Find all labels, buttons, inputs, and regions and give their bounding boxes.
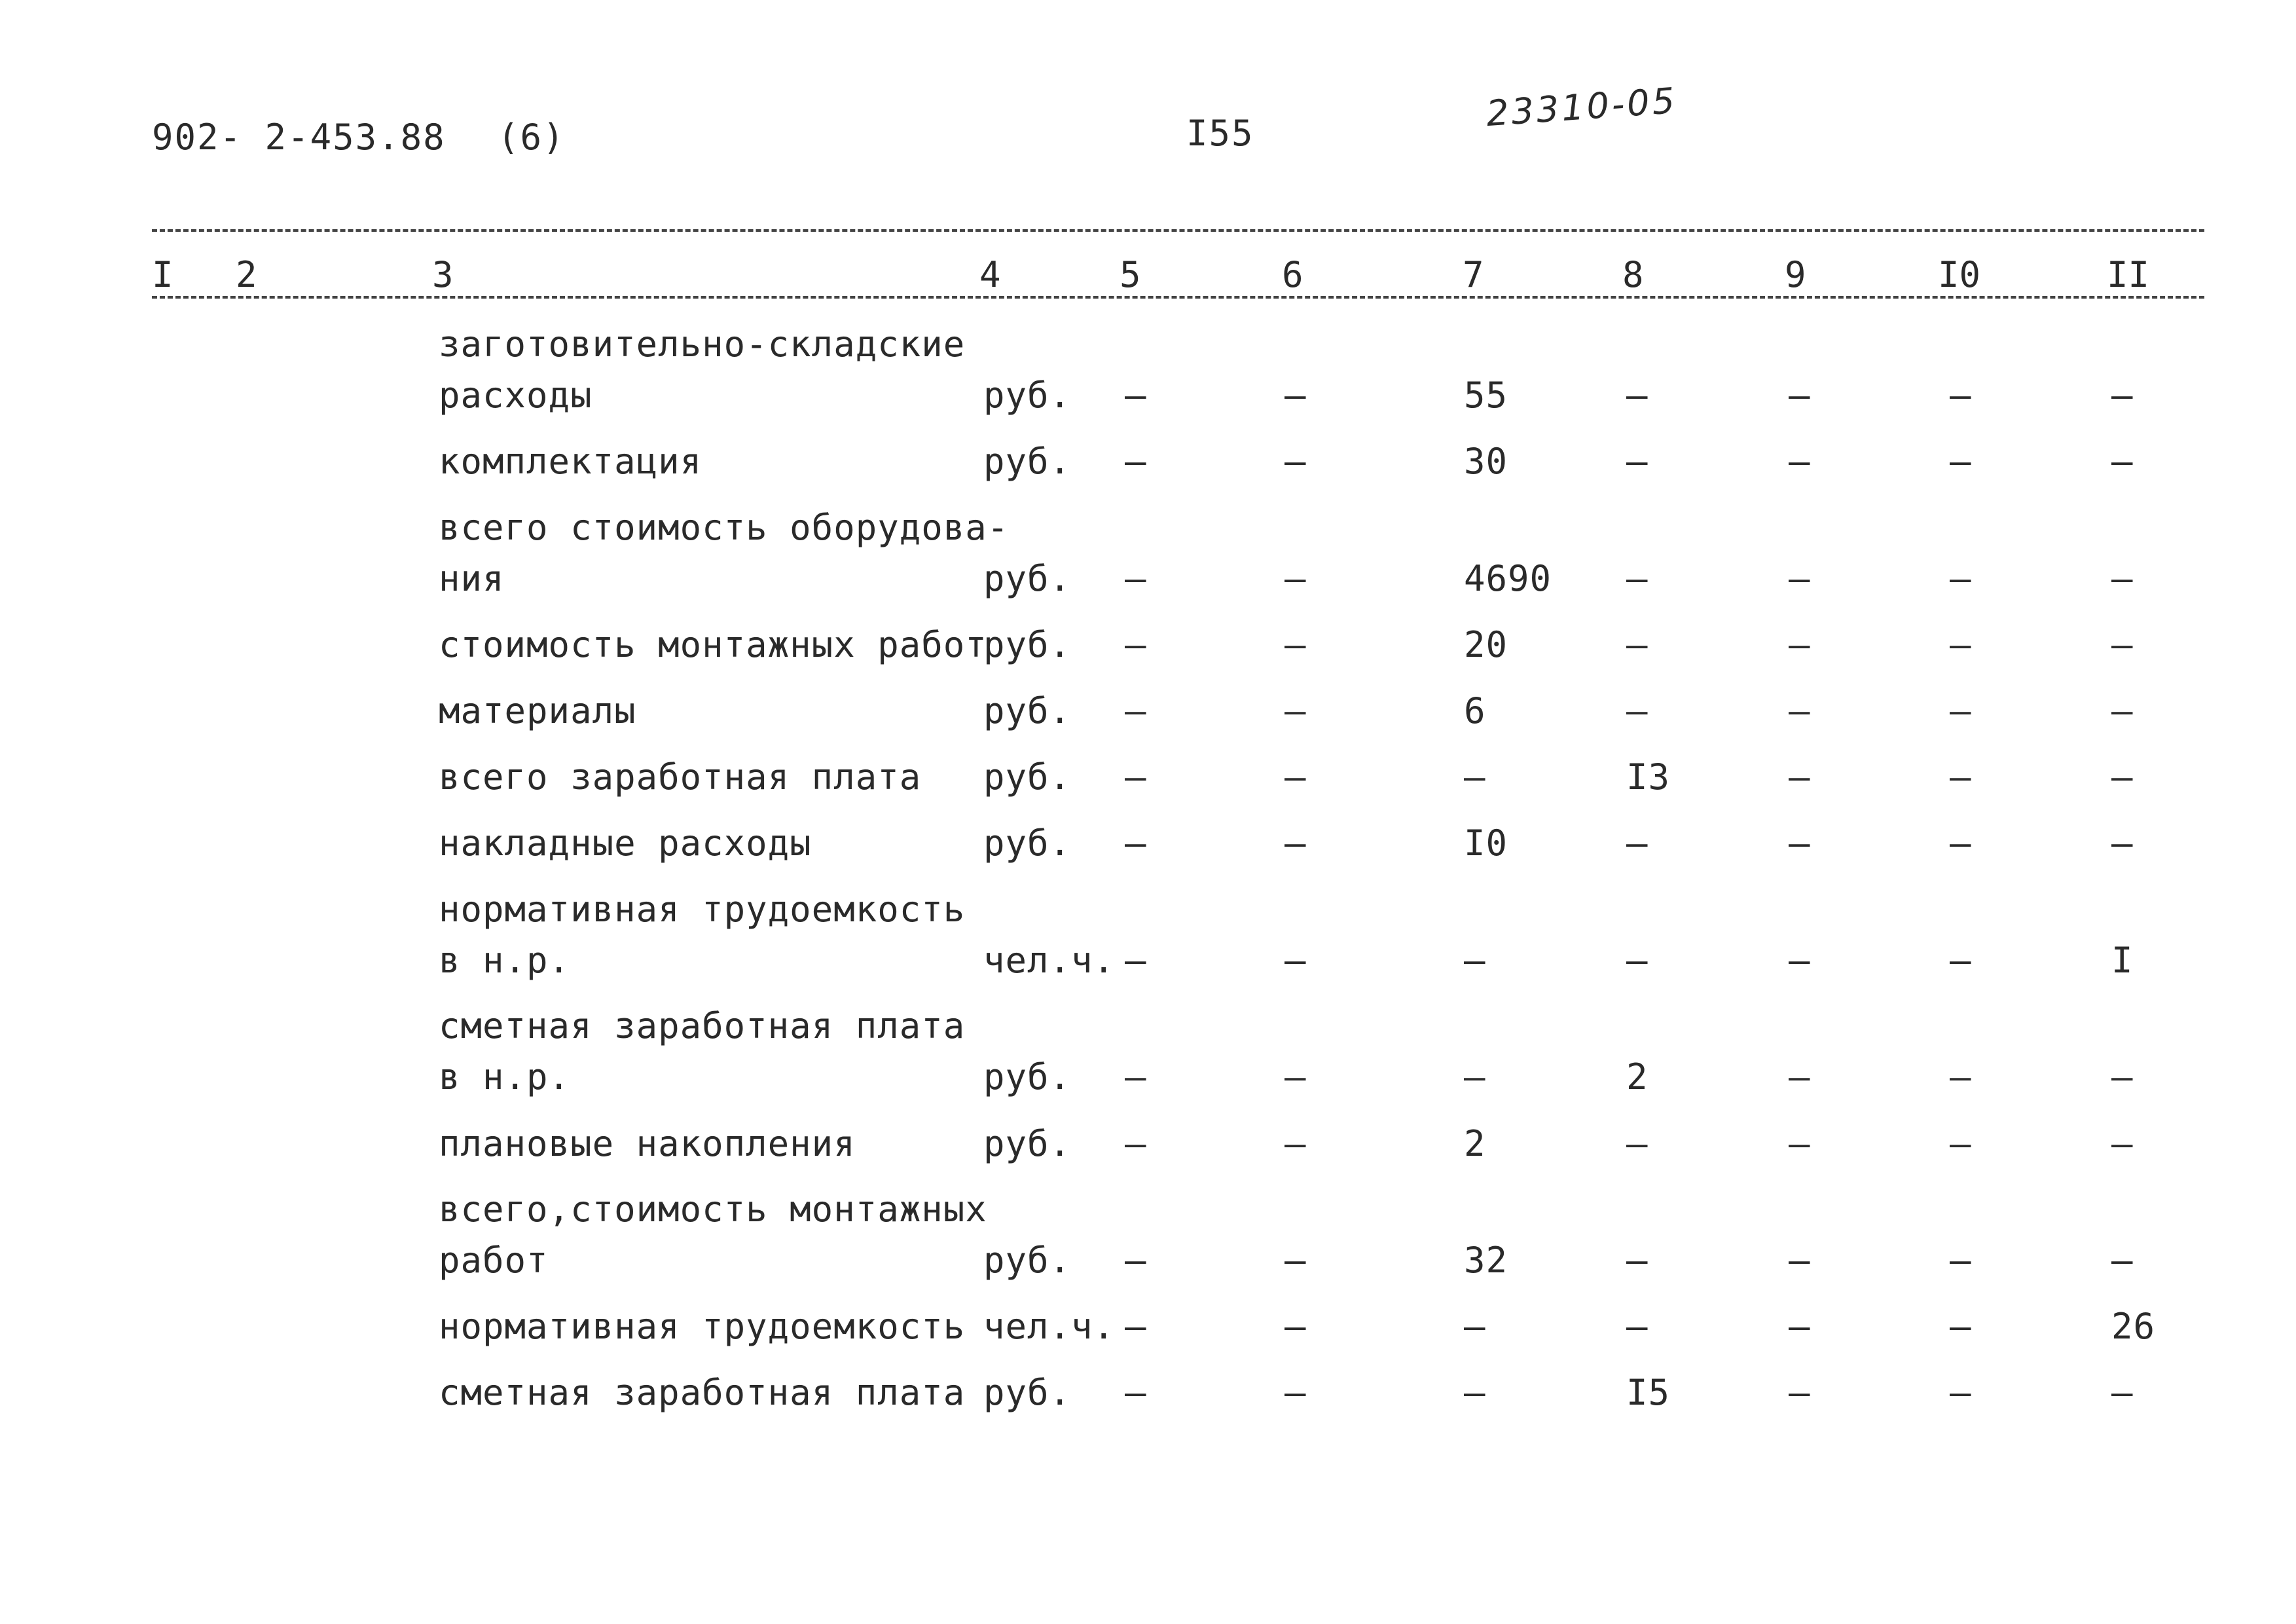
value-cell-c11: – [2111,558,2134,599]
table-row [0,756,2296,822]
value-cell-c5: – [1125,441,1147,482]
value-cell-c5: – [1125,1372,1147,1413]
row-label-line: нормативная трудоемкость [439,1306,966,1347]
unit-cell: руб. [983,1123,1072,1164]
value-cell-c11: 26 [2111,1306,2156,1347]
row-label [439,1005,966,1098]
value-cell-c11: – [2111,756,2134,798]
document-code: 902- 2-453.88 [152,117,446,158]
column-number: 9 [1785,254,1806,295]
value-cell-c10: – [1950,624,1972,665]
value-cell-c10: – [1950,1056,1972,1098]
value-cell-c7: 32 [1464,1240,1508,1281]
table-row [0,889,2296,1005]
value-cell-c7: 4690 [1464,558,1552,599]
unit-cell: руб. [983,558,1072,599]
row-label-line: сметная заработная плата [439,1005,966,1046]
value-cell-c11: – [2111,1056,2134,1098]
value-cell-c10: – [1950,1372,1972,1413]
unit-cell: руб. [983,1056,1072,1098]
value-cell-c8: – [1626,822,1649,864]
table-row [0,507,2296,623]
table-row [0,822,2296,888]
value-cell-c8: – [1626,690,1649,731]
value-cell-c8: I5 [1626,1372,1671,1413]
row-label [439,756,921,798]
column-number: 4 [979,254,1001,295]
value-cell-c9: – [1789,1372,1811,1413]
table-row [0,1123,2296,1189]
unit-cell: руб. [983,1240,1072,1281]
row-label-line: в н.р. [439,1056,571,1098]
unit-cell: чел.ч. [983,1306,1116,1347]
value-cell-c10: – [1950,690,1972,731]
unit-cell: руб. [983,1372,1072,1413]
value-cell-c8: I3 [1626,756,1671,798]
value-cell-c6: – [1285,756,1307,798]
value-cell-c11: – [2111,375,2134,416]
value-cell-c5: – [1125,375,1147,416]
value-cell-c7: – [1464,1372,1486,1413]
row-label [439,323,966,416]
column-number: 6 [1282,254,1303,295]
value-cell-c5: – [1125,756,1147,798]
unit-cell: руб. [983,375,1072,416]
value-cell-c9: – [1789,940,1811,981]
value-cell-c6: – [1285,1372,1307,1413]
value-cell-c8: – [1626,441,1649,482]
value-cell-c7: 2 [1464,1123,1486,1164]
row-label [439,507,1010,599]
value-cell-c9: – [1789,690,1811,731]
row-label-line: расходы [439,375,592,416]
value-cell-c7: I0 [1464,822,1508,864]
unit-cell: руб. [983,822,1072,864]
value-cell-c8: – [1626,1123,1649,1164]
value-cell-c5: – [1125,690,1147,731]
value-cell-c11: I [2111,940,2134,981]
row-label [439,1123,856,1164]
table-row [0,1005,2296,1122]
column-number: I [152,254,173,295]
row-label [439,1372,965,1413]
row-label [439,822,812,864]
value-cell-c5: – [1125,1306,1147,1347]
value-cell-c10: – [1950,940,1972,981]
table-row [0,323,2296,440]
value-cell-c9: – [1789,558,1811,599]
value-cell-c6: – [1285,558,1307,599]
value-cell-c7: – [1464,1056,1486,1098]
value-cell-c5: – [1125,558,1147,599]
value-cell-c5: – [1125,624,1147,665]
row-label-line: стоимость монтажных работ [439,624,987,665]
row-label-line: работ [439,1240,549,1281]
row-label [439,624,987,665]
table-row [0,690,2296,756]
column-number: II [2107,254,2150,295]
value-cell-c6: – [1285,1123,1307,1164]
value-cell-c10: – [1950,756,1972,798]
value-cell-c8: 2 [1626,1056,1649,1098]
value-cell-c6: – [1285,822,1307,864]
value-cell-c9: – [1789,1056,1811,1098]
value-cell-c6: – [1285,375,1307,416]
value-cell-c9: – [1789,822,1811,864]
value-cell-c9: – [1789,441,1811,482]
row-label [439,690,636,731]
value-cell-c9: – [1789,756,1811,798]
table-row [0,1306,2296,1371]
row-label-line: всего заработная плата [439,756,922,798]
top-dashed-rule [152,229,2204,232]
value-cell-c9: – [1789,1306,1811,1347]
table-row [0,1372,2296,1437]
value-cell-c5: – [1125,1056,1147,1098]
value-cell-c11: – [2111,1240,2134,1281]
value-cell-c10: – [1950,1306,1972,1347]
row-label-line: заготовительно-складские [439,323,966,365]
value-cell-c8: – [1626,624,1649,665]
column-number: 2 [236,254,257,295]
value-cell-c11: – [2111,690,2134,731]
value-cell-c10: – [1950,822,1972,864]
document-part: (6) [498,117,566,158]
value-cell-c11: – [2111,822,2134,864]
row-label [439,1189,987,1281]
unit-cell: руб. [983,441,1072,482]
value-cell-c9: – [1789,1123,1811,1164]
table-row [0,624,2296,690]
value-cell-c7: – [1464,1306,1486,1347]
value-cell-c11: – [2111,441,2134,482]
row-label-line: всего стоимость оборудова- [439,507,1010,548]
value-cell-c11: – [2111,1123,2134,1164]
row-label-line: нормативная трудоемкость [439,889,966,930]
row-label-line: ния [439,558,505,599]
unit-cell: руб. [983,624,1072,665]
row-label-line: накладные расходы [439,822,812,864]
value-cell-c6: – [1285,624,1307,665]
row-label-line: в н.р. [439,940,571,981]
value-cell-c9: – [1789,1240,1811,1281]
value-cell-c8: – [1626,1240,1649,1281]
value-cell-c8: – [1626,558,1649,599]
value-cell-c6: – [1285,1306,1307,1347]
value-cell-c7: 55 [1464,375,1508,416]
column-number: 7 [1463,254,1484,295]
value-cell-c7: 30 [1464,441,1508,482]
row-label [439,889,966,981]
column-number: 3 [432,254,454,295]
value-cell-c6: – [1285,1240,1307,1281]
value-cell-c7: 6 [1464,690,1486,731]
value-cell-c7: – [1464,940,1486,981]
table-row [0,441,2296,506]
value-cell-c8: – [1626,375,1649,416]
value-cell-c5: – [1125,1123,1147,1164]
value-cell-c10: – [1950,1240,1972,1281]
value-cell-c10: – [1950,375,1972,416]
value-cell-c5: – [1125,822,1147,864]
column-number: 5 [1120,254,1141,295]
table-row [0,1189,2296,1305]
row-label [439,1306,965,1347]
value-cell-c10: – [1950,558,1972,599]
value-cell-c10: – [1950,441,1972,482]
column-number: I0 [1938,254,1981,295]
column-number: 8 [1622,254,1644,295]
value-cell-c9: – [1789,624,1811,665]
value-cell-c10: – [1950,1123,1972,1164]
row-label-line: сметная заработная плата [439,1372,966,1413]
value-cell-c5: – [1125,940,1147,981]
column-header-dashed-rule [152,296,2204,299]
unit-cell: руб. [983,756,1072,798]
value-cell-c7: – [1464,756,1486,798]
value-cell-c9: – [1789,375,1811,416]
value-cell-c11: – [2111,1372,2134,1413]
unit-cell: руб. [983,690,1072,731]
row-label-line: комплектация [439,441,702,482]
value-cell-c6: – [1285,690,1307,731]
row-label-line: материалы [439,690,636,731]
row-label-line: всего,стоимость монтажных [439,1189,987,1230]
value-cell-c5: – [1125,1240,1147,1281]
value-cell-c6: – [1285,441,1307,482]
unit-cell: чел.ч. [983,940,1116,981]
value-cell-c11: – [2111,624,2134,665]
value-cell-c7: 20 [1464,624,1508,665]
value-cell-c8: – [1626,940,1649,981]
value-cell-c8: – [1626,1306,1649,1347]
row-label-line: плановые накопления [439,1123,856,1164]
page-number: I55 [1186,113,1254,154]
value-cell-c6: – [1285,940,1307,981]
value-cell-c6: – [1285,1056,1307,1098]
handwritten-inventory-number: 23310-05 [1485,79,1679,135]
row-label [439,441,702,482]
